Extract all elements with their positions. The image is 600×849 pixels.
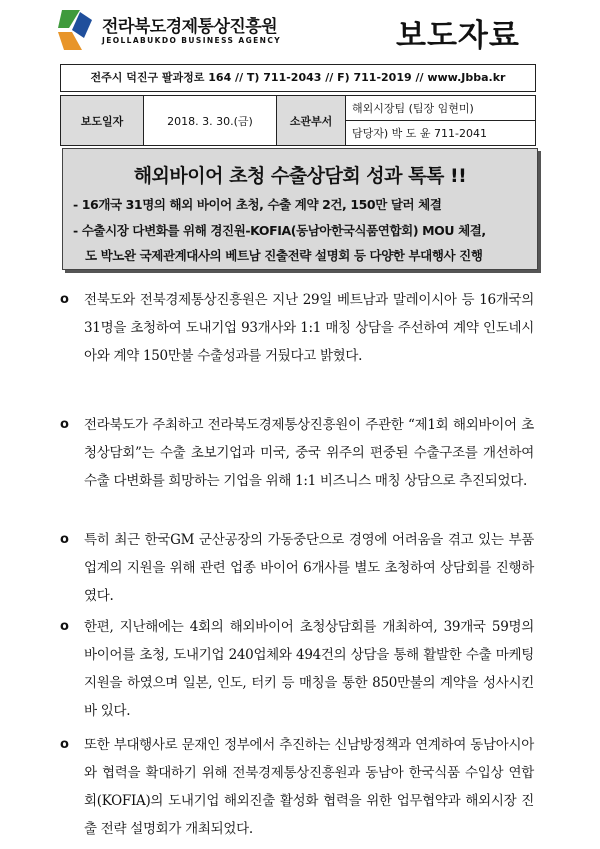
paragraph-2: 전라북도가 주최하고 전라북도경제통상진흥원이 주관한 “제1회 해외바이어 초청상담회”는 수출 초보기업과 미국, 중국 위주의 편중된 수출구조를 개선하여 수출 다변화를 희망하는 기업을 위해 1:1 비즈니스 매칭 상담으로 추진되었다.	[84, 417, 534, 489]
department-contact: 담당자) 박 도 윤 711-2041	[346, 121, 536, 146]
headline-sub-2: - 수출시장 다변화를 위해 경진원-KOFIA(동남아한국식품연합회) MOU 체결,	[73, 223, 486, 238]
headline-sub-1: - 16개국 31명의 해외 바이어 초청, 수출 계약 2건, 150만 달러 체결	[73, 197, 442, 212]
date-label: 보도일자	[61, 96, 144, 146]
agency-logo-icon	[56, 8, 96, 52]
info-table	[60, 95, 536, 146]
bullet-5: o	[60, 737, 69, 752]
headline-title: 해외바이어 초청 수출상담회 성과 톡톡 !!	[133, 165, 467, 187]
paragraph-5: 또한 부대행사로 문재인 정부에서 추진하는 신남방정책과 연계하여 동남아시아와 협력을 확대하기 위해 전북경제통상진흥원과 동남아 한국식품 수입상 연합회(KOFIA)의 도내기업 해외진출 활성화 협력을 위한 업무협약과 해외시장 진출 전략 설명회가 개최되었다.	[84, 737, 534, 837]
org-name-en: JEOLLABUKDO BUSINESS AGENCY	[102, 36, 282, 45]
bullet-4: o	[60, 619, 69, 634]
headline-sub-3: 도 박노완 국제관계대사의 베트남 진출전략 설명회 등 다양한 부대행사 진행	[85, 248, 483, 263]
paragraph-1: 전북도와 전북경제통상진흥원은 지난 29일 베트남과 말레이시아 등 16개국의 31명을 초청하여 도내기업 93개사와 1:1 매칭 상담을 주선하여 계약 인도네시아와 계약 150만불 수출성과를 거뒀다고 밝혔다.	[84, 292, 534, 364]
bullet-3: o	[60, 532, 69, 547]
department-team: 해외시장팀 (팀장 임현미)	[346, 96, 536, 121]
paragraph-4: 한편, 지난해에는 4회의 해외바이어 초청상담회를 개최하여, 39개국 59명의 바이어를 초청, 도내기업 240업체와 494건의 상담을 통해 활발한 수출 마케팅 지원을 하였으며 일본, 인도, 터키 등 매칭을 통한 850만불의 계약을 성사시킨바 있다.	[84, 619, 534, 719]
contact-bar: 전주시 덕진구 팔과정로 164 // T) 711-2043 // F) 711-2019 // www.Jbba.kr	[60, 64, 536, 92]
department-label: 소관부서	[277, 96, 346, 146]
document-type-title: 보도자료	[396, 18, 520, 54]
org-name-ko: 전라북도경제통상진흥원	[102, 17, 278, 37]
headline-box	[62, 148, 538, 270]
paragraph-3: 특히 최근 한국GM 군산공장의 가동중단으로 경영에 어려움을 겪고 있는 부품업계의 지원을 위해 관련 업종 바이어 6개사를 별도 초청하여 상담회를 진행하였다.	[84, 532, 534, 604]
bullet-1: o	[60, 292, 69, 307]
date-value: 2018. 3. 30.(금)	[144, 96, 277, 146]
bullet-2: o	[60, 417, 69, 432]
